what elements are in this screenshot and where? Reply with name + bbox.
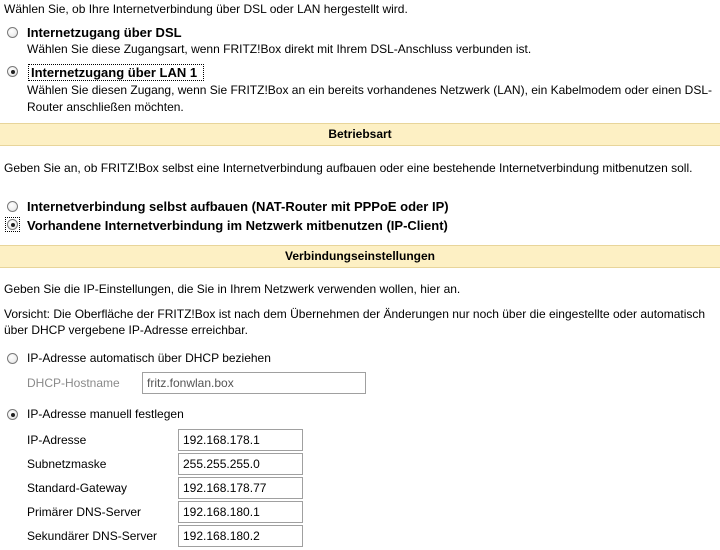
dsl-label[interactable]: Internetzugang über DSL <box>27 25 182 40</box>
dhcp-hostname-input[interactable] <box>142 372 366 394</box>
ip-address-label: IP-Adresse <box>27 433 87 447</box>
gateway-label: Standard-Gateway <box>27 481 128 495</box>
gateway-input[interactable] <box>178 477 303 499</box>
intro-text: Wählen Sie, ob Ihre Internetverbindung über DSL oder LAN hergestellt wird. <box>4 2 408 16</box>
radio-dsl[interactable] <box>7 27 18 38</box>
ip-client-label[interactable]: Vorhandene Internetverbindung im Netzwerk mitbenutzen (IP-Client) <box>27 218 448 233</box>
radio-nat-router[interactable] <box>7 201 18 212</box>
subnet-mask-input[interactable] <box>178 453 303 475</box>
radio-dhcp[interactable] <box>7 353 18 364</box>
radio-manual-dot <box>11 413 15 417</box>
verbindung-description: Geben Sie die IP-Einstellungen, die Sie in Ihrem Netzwerk verwenden wollen, hier an. <box>4 282 461 296</box>
lan-description: Wählen Sie diesen Zugang, wenn Sie FRITZ!Box an ein bereits vorhandenes Netzwerk (LAN), ein Kabelmodem oder einen DSL-Router anschließen möchten. <box>27 83 713 114</box>
section-heading-verbindung: Verbindungseinstellungen <box>0 245 720 268</box>
lan-label[interactable]: Internetzugang über LAN 1 <box>31 65 198 80</box>
manual-label[interactable]: IP-Adresse manuell festlegen <box>27 407 184 421</box>
radio-lan[interactable] <box>7 66 18 77</box>
primary-dns-label: Primärer DNS-Server <box>27 505 142 519</box>
dhcp-hostname-label: DHCP-Hostname <box>27 376 120 390</box>
section-heading-betriebsart: Betriebsart <box>0 123 720 146</box>
subnet-mask-label: Subnetzmaske <box>27 457 107 471</box>
radio-ip-client-dot <box>11 223 15 227</box>
radio-manual[interactable] <box>7 409 18 420</box>
ip-address-input[interactable] <box>178 429 303 451</box>
radio-lan-dot <box>11 70 15 74</box>
dhcp-label[interactable]: IP-Adresse automatisch über DHCP beziehen <box>27 351 271 365</box>
secondary-dns-label: Sekundärer DNS-Server <box>27 529 158 543</box>
betriebsart-description: Geben Sie an, ob FRITZ!Box selbst eine Internetverbindung aufbauen oder eine bestehende Internetverbindung mitbenutzen soll. <box>4 161 693 175</box>
verbindung-warning: Vorsicht: Die Oberfläche der FRITZ!Box ist nach dem Übernehmen der Änderungen nur noch über die eingestellte oder automatisch über DHCP vergebene IP-Adresse erreichbar. <box>4 307 706 337</box>
secondary-dns-input[interactable] <box>178 525 303 547</box>
primary-dns-input[interactable] <box>178 501 303 523</box>
radio-ip-client[interactable] <box>7 219 18 230</box>
nat-router-label[interactable]: Internetverbindung selbst aufbauen (NAT-Router mit PPPoE oder IP) <box>27 199 449 214</box>
dsl-description: Wählen Sie diese Zugangsart, wenn FRITZ!Box direkt mit Ihrem DSL-Anschluss verbunden ist. <box>27 42 532 56</box>
